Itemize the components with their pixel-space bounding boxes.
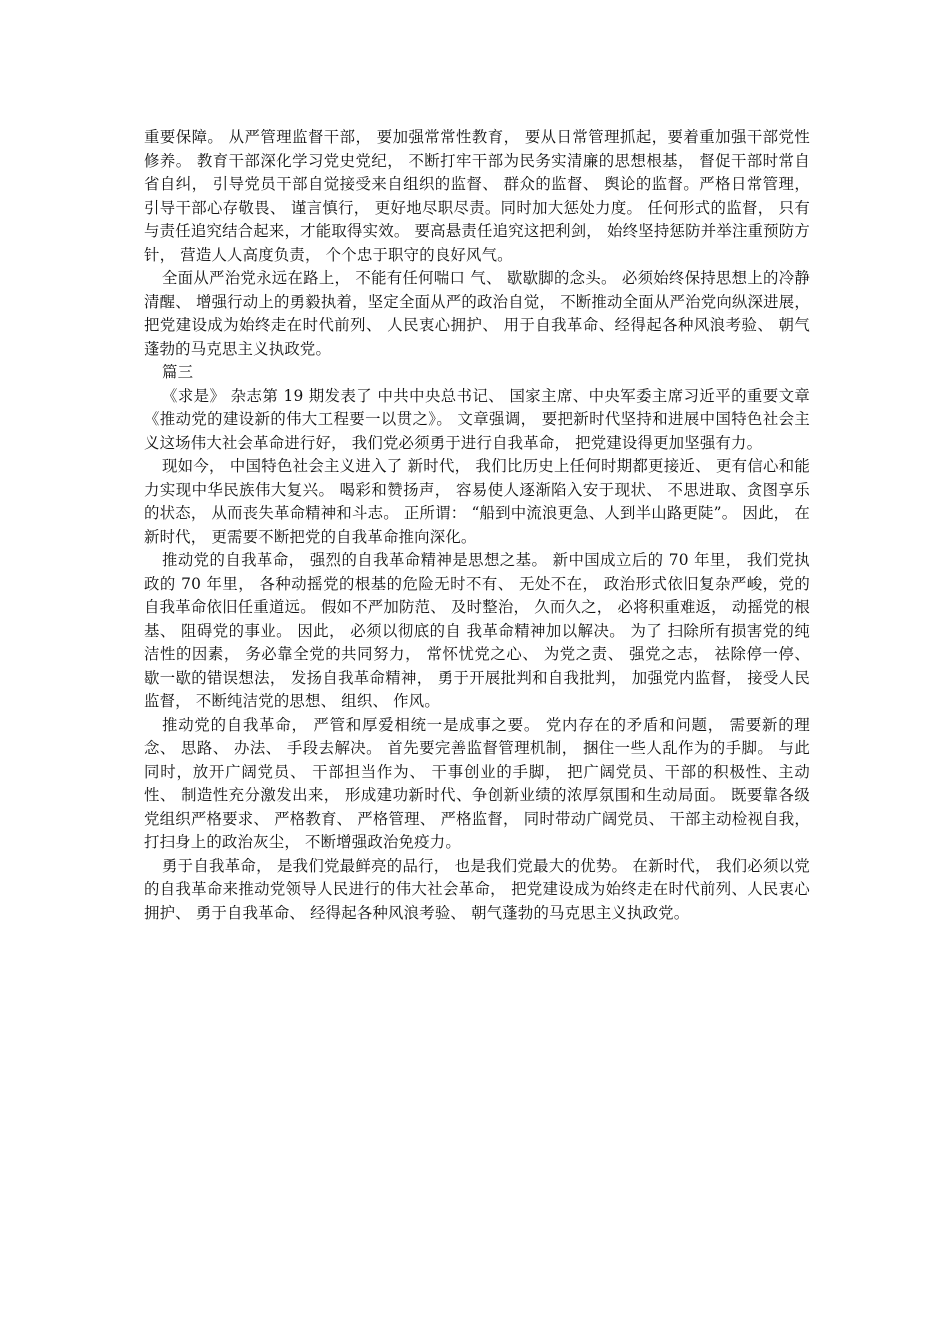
paragraph: 勇于自我革命， 是我们党最鲜亮的品行， 也是我们党最大的优势。 在新时代， 我们必须以党的自我革命来推动党领导人民进行的伟大社会革命， 把党建设成为始终走在时代前列、人民衷心拥护、 勇于自我革命、 经得起各种风浪考验、 朝气蓬勃的马克思主义执政党。 [144, 856, 810, 922]
paragraph: 《求是》 杂志第 19 期发表了 中共中央总书记、 国家主席、中央军委主席习近平的重要文章《推动党的建设新的伟大工程要一以贯之》。 文章强调， 要把新时代坚持和进展中国特色社会主义这场伟大社会革命进行好， 我们党必须勇于进行自我革命， 把党建设得更加坚强有力。 [144, 386, 810, 452]
paragraph: 推动党的自我革命， 严管和厚爱相统一是成事之要。 党内存在的矛盾和问题， 需要新的理念、 思路、 办法、 手段去解决。 首先要完善监督管理机制， 捆住一些人乱作为的手脚。 与此同时，放开广阔党员、 干部担当作为、 干事创业的手脚， 把广阔党员、干部的积极性、主动性、 制造性充分激发出来， 形成建功新时代、争创新业绩的浓厚氛围和生动局面。 既要靠各级党组织严格要求、 严格教育、 严格管理、 严格监督， 同时带动广阔党员、 干部主动检视自我， 打扫身上的政治灰尘， 不断增强政治免疫力。 [144, 715, 810, 851]
paragraph: 全面从严治党永远在路上， 不能有任何喘口 气、 歇歇脚的念头。 必须始终保持思想上的冷静清醒、 增强行动上的勇毅执着，坚定全面从严的政治自觉， 不断推动全面从严治党向纵深进展，把党建设成为始终走在时代前列、 人民衷心拥护、 用于自我革命、经得起各种风浪考验、 朝气蓬勃的马克思主义执政党。 [144, 269, 810, 358]
section-heading: 篇三 [162, 363, 194, 381]
paragraph-continued: 重要保障。 从严管理监督干部， 要加强常常性教育， 要从日常管理抓起，要着重加强干部党性修养。 教育干部深化学习党史党纪， 不断打牢干部为民务实清廉的思想根基， 督促干部时常自省自纠， 引导党员干部自觉接受来自组织的监督、 群众的监督、 舆论的监督。严格日常管理， 引导干部心存敬畏、 谨言慎行， 更好地尽职尽责。同时加大惩处力度。 任何形式的监督， 只有与责任追究结合起来，才能取得实效。 要高悬责任追究这把利剑， 始终坚持惩防并举注重预防方针， 营造人人高度负责， 个个忠于职守的良好风气。 [144, 128, 810, 264]
paragraph: 现如今， 中国特色社会主义进入了 新时代， 我们比历史上任何时期都更接近、 更有信心和能力实现中华民族伟大复兴。 喝彩和赞扬声， 容易使人逐渐陷入安于现状、 不思进取、贪图享乐的状态， 从而丧失革命精神和斗志。 正所谓： “船到中流浪更急、人到半山路更陡”。 因此， 在新时代， 更需要不断把党的自我革命推向深化。 [144, 457, 810, 546]
paragraph: 推动党的自我革命， 强烈的自我革命精神是思想之基。 新中国成立后的 70 年里， 我们党执政的 70 年里， 各种动摇党的根基的危险无时不有、 无处不在， 政治形式依旧复杂严峻，党的自我革命依旧任重道远。 假如不严加防范、 及时整治， 久而久之， 必将积重难返， 动摇党的根基、 阻碍党的事业。 因此， 必须以彻底的自 我革命精神加以解决。 为了 扫除所有损害党的纯洁性的因素， 务必靠全党的共同努力， 常怀忧党之心、 为党之责、 强党之志， 祛除停一停、 歇一歇的错误想法， 发扬自我革命精神， 勇于开展批判和自我批判， 加强党内监督， 接受人民监督， 不断纯洁党的思想、 组织、 作风。 [144, 551, 810, 710]
document-page [144, 126, 810, 925]
